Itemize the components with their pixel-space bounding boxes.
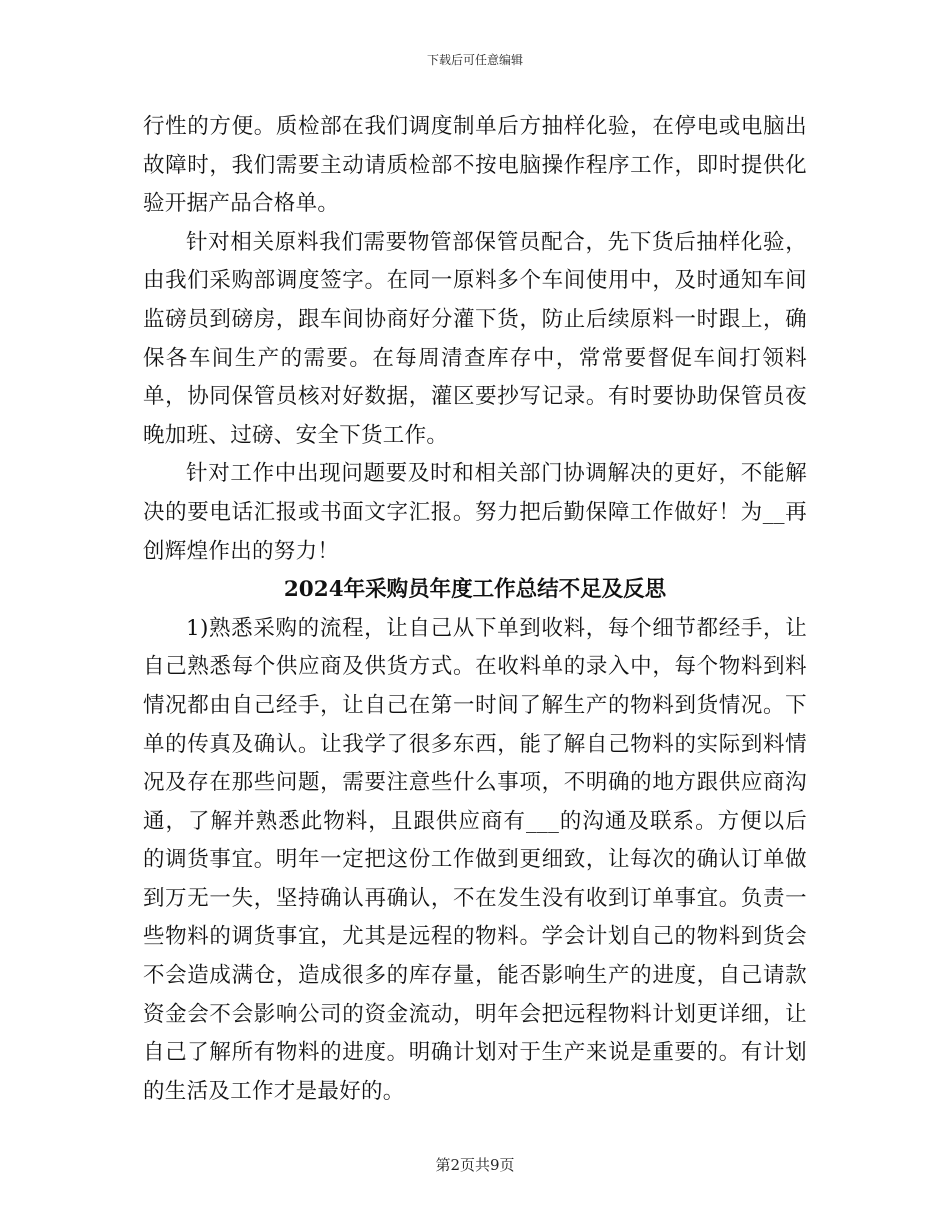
- paragraph-continuation: 行性的方便。质检部在我们调度制单后方抽样化验，在停电或电脑出故障时，我们需要主动请质检部不按电脑操作程序工作，即时提供化验开据产品合格单。: [143, 114, 807, 217]
- paragraph: 针对工作中出现问题要及时和相关部门协调解决的更好，不能解决的要电话汇报或书面文字汇报。努力把后勤保障工作做好！为__再创辉煌作出的努力！: [143, 461, 807, 564]
- page-number: 第2页共9页: [435, 1156, 515, 1174]
- paragraph: 1)熟悉采购的流程，让自己从下单到收料，每个细节都经手，让自己熟悉每个供应商及供货方式。在收料单的录入中，每个物料到料情况都由自己经手，让自己在第一时间了解生产的物料到货情况。下单的传真及确认。让我学了很多东西，能了解自己物料的实际到料情况及存在那些问题，需要注意些什么事项，不明确的地方跟供应商沟通，了解并熟悉此物料，且跟供应商有___的沟通及联系。方便以后的调货事宜。明年一定把这份工作做到更细致，让每次的确认订单做到万无一失，坚持确认再确认，不在发生没有收到订单事宜。负责一些物料的调货事宜，尤其是远程的物料。学会计划自己的物料到货会不会造成满仓，造成很多的库存量，能否影响生产的进度，自己请款资金会不会影响公司的资金流动，明年会把远程物料计划更详细，让自己了解所有物料的进度。明确计划对于生产来说是重要的。有计划的生活及工作才是最好的。: [143, 615, 807, 1104]
- paragraph: 针对相关原料我们需要物管部保管员配合，先下货后抽样化验，由我们采购部调度签字。在同一原料多个车间使用中，及时通知车间监磅员到磅房，跟车间协商好分灌下货，防止后续原料一时跟上，确保各车间生产的需要。在每周清查库存中，常常要督促车间打领料单，协同保管员核对好数据，灌区要抄写记录。有时要协助保管员夜晚加班、过磅、安全下货工作。: [143, 229, 807, 448]
- section-title: 2024年采购员年度工作总结不足及反思: [283, 577, 667, 603]
- page-header: 下载后可任意编辑: [426, 53, 523, 67]
- document-body: [143, 108, 807, 1111]
